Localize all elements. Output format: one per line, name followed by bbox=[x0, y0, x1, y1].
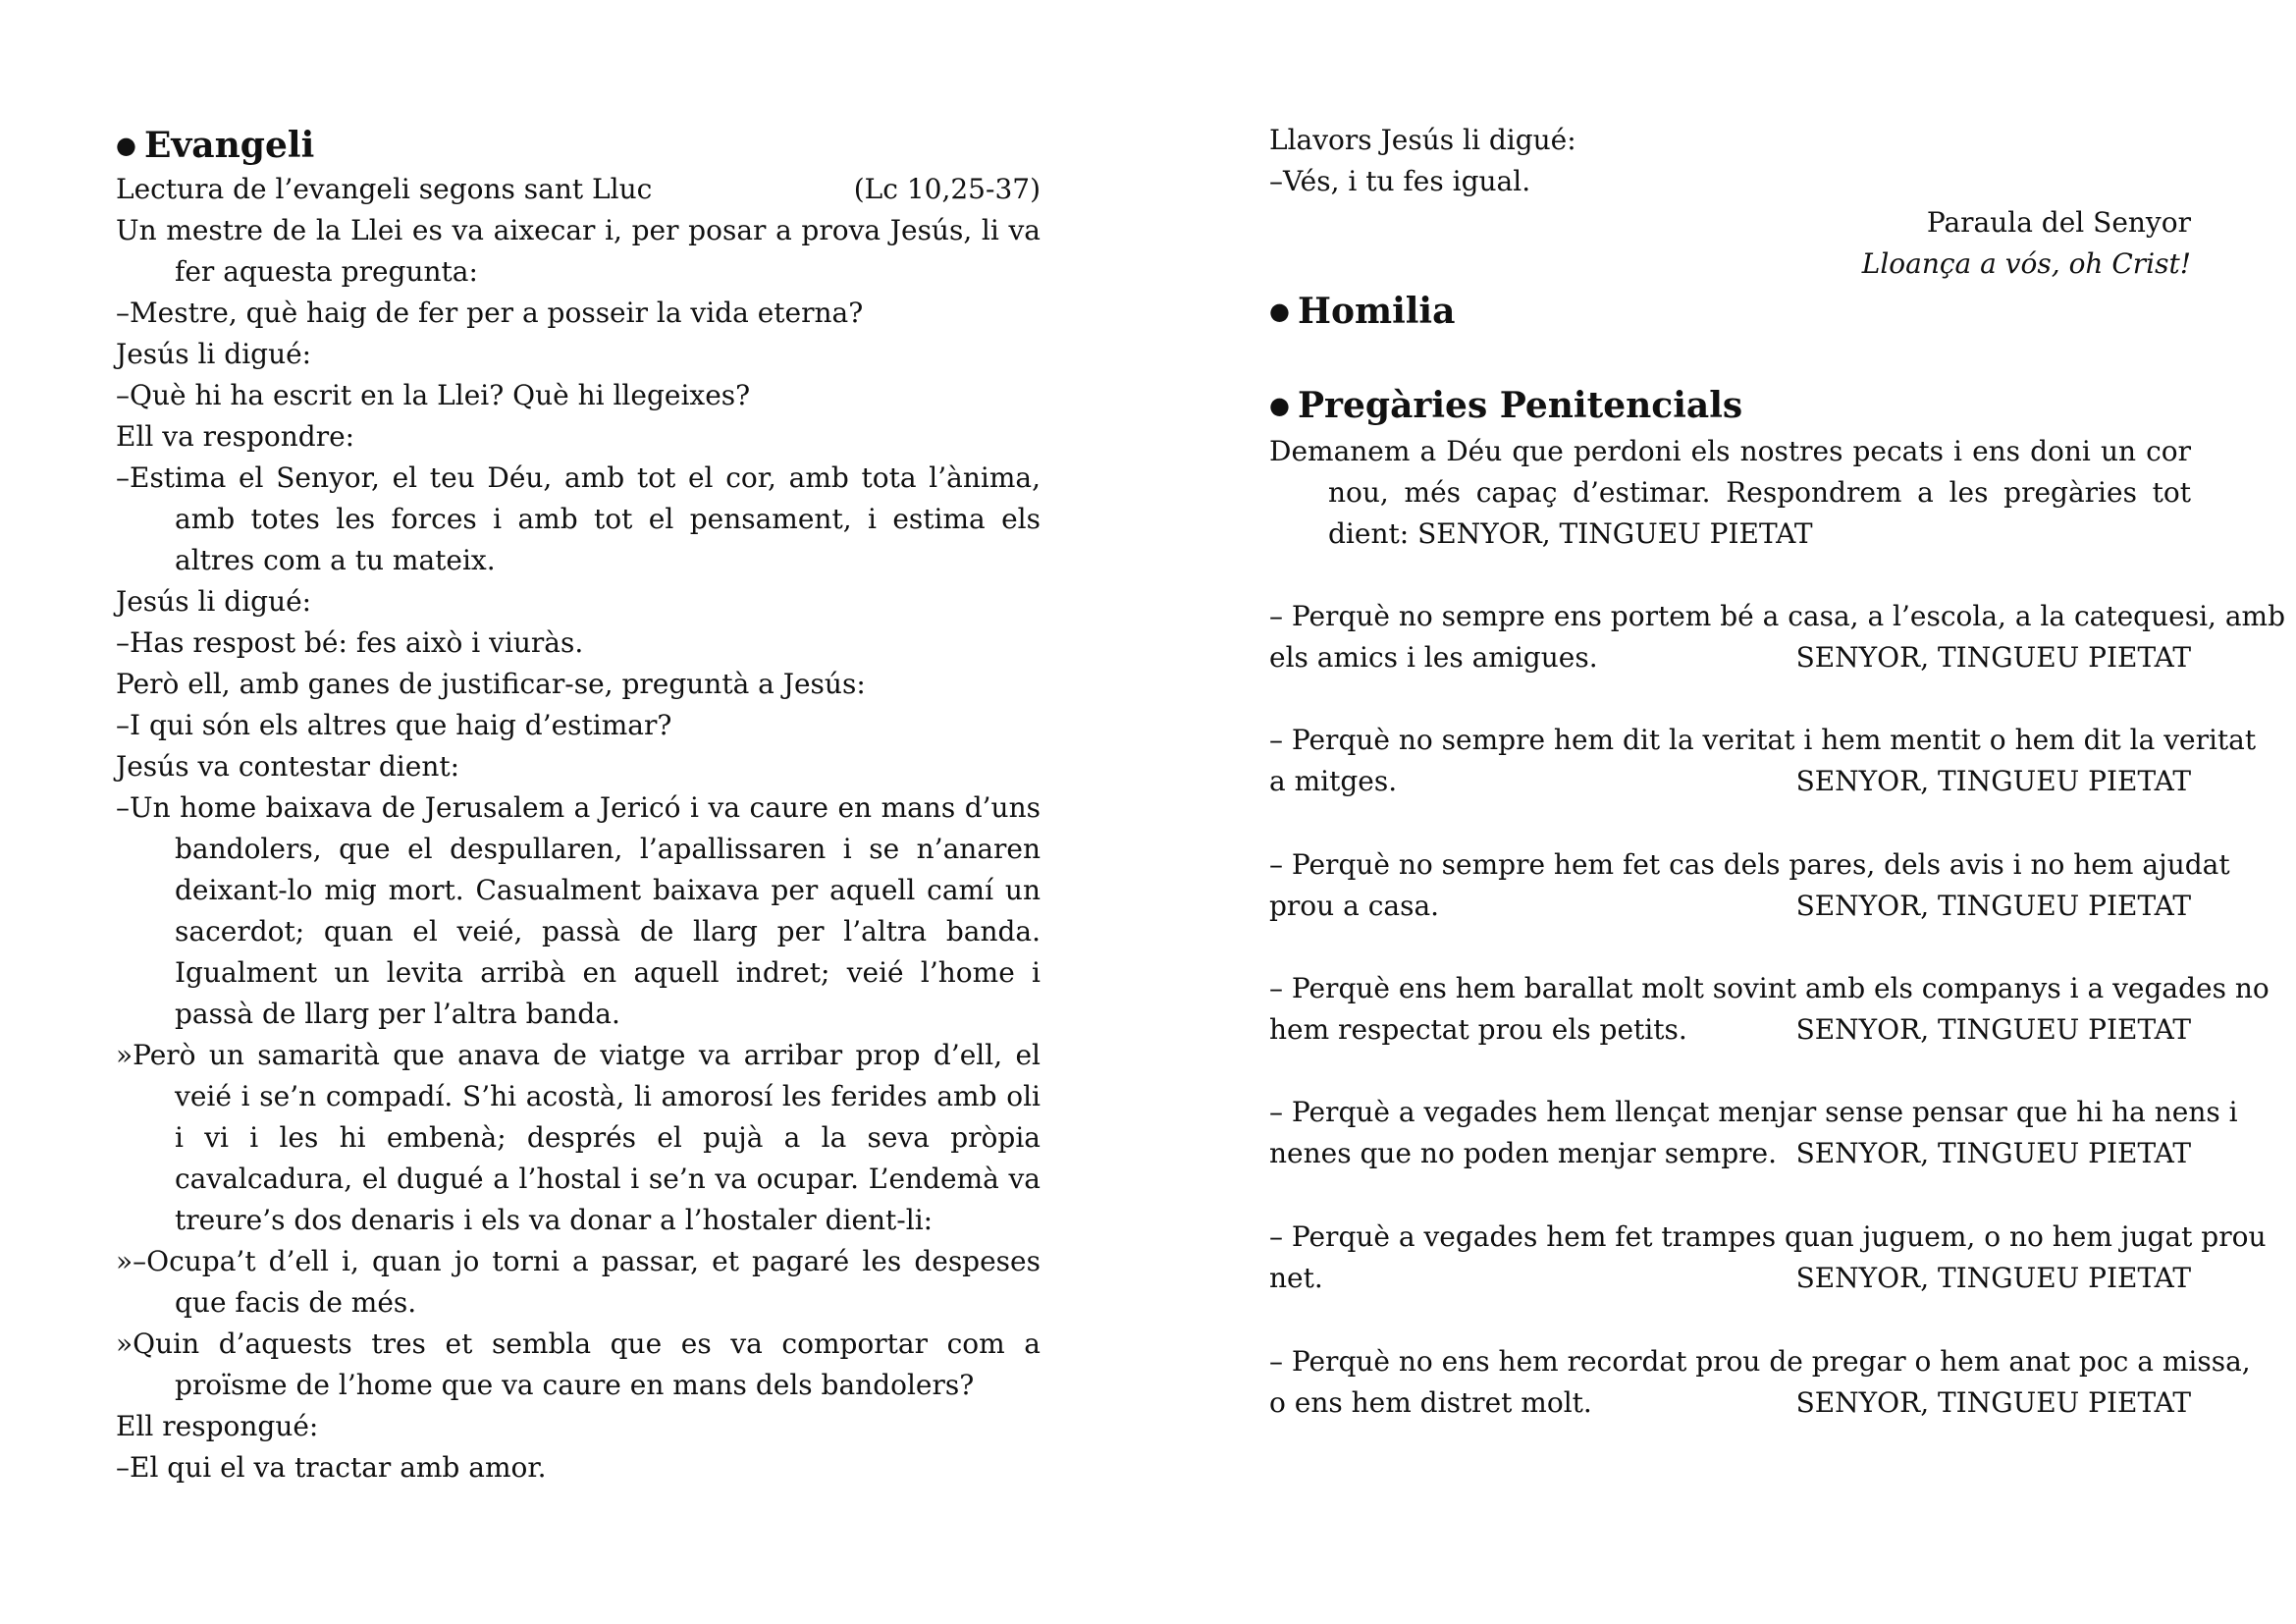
petition-line: nenes que no poden menjar sempre. bbox=[1269, 1137, 1777, 1169]
paragraph: Ell va respondre: bbox=[116, 420, 355, 453]
lectura-title: Lectura de l’evangeli segons sant Lluc bbox=[116, 173, 653, 205]
left-page bbox=[116, 0, 1041, 1624]
paragraph: –Què hi ha escrit en la Llei? Què hi llegeixes? bbox=[116, 379, 751, 411]
bullet-icon: ● bbox=[1269, 391, 1290, 419]
petition-line: – Perquè no sempre hem fet cas dels pares, dels avis i no hem ajudat bbox=[1269, 848, 2230, 881]
petition-row bbox=[1269, 637, 2191, 678]
paragraph: –Un home baixava de Jerusalem a Jericó i va caure en mans d’uns bandolers, que el despullaren, l’apallissaren i se n’anaren deixant-lo mig mort. Casualment baixava per aquell camí un sacerdot; quan el veié, passà de llarg per l’altra banda. Igualment un levita arribà en aquell indret; veié l’home i passà de llarg per l’altra banda. bbox=[116, 791, 1041, 1030]
petition-row bbox=[1269, 1382, 2191, 1424]
lectura-line bbox=[116, 169, 1041, 210]
closing-acclamation: Paraula del Senyor bbox=[1926, 206, 2191, 239]
gospel-reference: (Lc 10,25-37) bbox=[853, 173, 1041, 205]
petition-line: o ens hem distret molt. bbox=[1269, 1386, 1592, 1419]
petition-item bbox=[1269, 968, 2269, 1051]
bullet-icon: ● bbox=[1269, 297, 1290, 325]
heading-text: Pregàries Penitencials bbox=[1297, 385, 1743, 426]
petition-line: – Perquè a vegades hem llençat menjar sense pensar que hi ha nens i bbox=[1269, 1096, 2238, 1128]
petition-line: a mitges. bbox=[1269, 765, 1398, 797]
heading-text: Evangeli bbox=[143, 125, 315, 166]
paragraph: »Però un samarità que anava de viatge va arribar prop d’ell, el veié i se’n compadí. S’hi acostà, li amorosí les ferides amb oli i vi i les hi embenà; després el pujà a la seva pròpia cavalcadura, el dugué a l’hostal i se’n va ocupar. L’endemà va treure’s dos denaris i els va donar a l’hostaler dient-li: bbox=[116, 1039, 1041, 1236]
petition-row bbox=[1269, 761, 2191, 802]
petition-response: SENYOR, TINGUEU PIETAT bbox=[1795, 641, 2191, 674]
heading-text: Homilia bbox=[1297, 291, 1456, 332]
petition-line: – Perquè a vegades hem fet trampes quan juguem, o no hem jugat prou bbox=[1269, 1220, 2267, 1253]
paragraph: Jesús li digué: bbox=[116, 585, 312, 618]
gospel-ending bbox=[1269, 120, 2191, 285]
paragraph: Jesús li digué: bbox=[116, 338, 312, 370]
petition-line: – Perquè ens hem barallat molt sovint amb els companys i a vegades no bbox=[1269, 972, 2269, 1004]
bullet-icon: ● bbox=[116, 131, 136, 159]
paragraph: Però ell, amb ganes de justificar-se, preguntà a Jesús: bbox=[116, 668, 866, 700]
right-page bbox=[1269, 0, 2286, 1624]
section-heading-homilia bbox=[1269, 291, 1456, 332]
petition-item bbox=[1269, 1341, 2251, 1424]
petition-response: SENYOR, TINGUEU PIETAT bbox=[1795, 765, 2191, 797]
paragraph: »–Ocupa’t d’ell i, quan jo torni a passar, et pagaré les despeses que facis de més. bbox=[116, 1245, 1041, 1319]
intro-line: Llavors Jesús li digué: bbox=[1269, 124, 1576, 156]
petition-line: – Perquè no sempre ens portem bé a casa, a l’escola, a la catequesi, amb bbox=[1269, 600, 2286, 632]
petition-item bbox=[1269, 596, 2286, 678]
paragraph: –Mestre, què haig de fer per a posseir la vida eterna? bbox=[116, 297, 864, 329]
petition-item bbox=[1269, 1217, 2267, 1299]
paragraph: –Has respost bé: fes això i viuràs. bbox=[116, 626, 584, 659]
section-heading-pregaries bbox=[1269, 385, 1743, 426]
petition-line: els amics i les amigues. bbox=[1269, 641, 1598, 674]
closing-response: Lloança a vós, oh Crist! bbox=[1861, 247, 2191, 280]
gospel-text bbox=[116, 169, 1041, 1489]
paragraph: –El qui el va tractar amb amor. bbox=[116, 1451, 547, 1484]
petition-response: SENYOR, TINGUEU PIETAT bbox=[1795, 890, 2191, 922]
petition-item bbox=[1269, 1092, 2238, 1174]
paragraph: –Estima el Senyor, el teu Déu, amb tot el cor, amb tota l’ànima, amb totes les forces i amb tot el pensament, i estima els altres com a tu mateix. bbox=[116, 461, 1041, 576]
paragraph: Un mestre de la Llei es va aixecar i, per posar a prova Jesús, li va fer aquesta pregunta: bbox=[116, 214, 1041, 288]
petition-row bbox=[1269, 886, 2191, 927]
paragraph: Ell respongué: bbox=[116, 1410, 319, 1442]
intro-line: –Vés, i tu fes igual. bbox=[1269, 165, 1531, 197]
pregaries-intro: Demanem a Déu que perdoni els nostres pecats i ens doni un cor nou, més capaç d’estimar. Respondrem a les pregàries tot dient: SENYOR, TINGUEU PIETAT bbox=[1269, 435, 2191, 550]
petition-response: SENYOR, TINGUEU PIETAT bbox=[1795, 1137, 2191, 1169]
petition-row bbox=[1269, 1258, 2191, 1299]
paragraph: »Quin d’aquests tres et sembla que es va comportar com a proïsme de l’home que va caure en mans dels bandolers? bbox=[116, 1327, 1041, 1401]
petition-line: – Perquè no sempre hem dit la veritat i hem mentit o hem dit la veritat bbox=[1269, 724, 2257, 756]
paragraph: –I qui són els altres que haig d’estimar? bbox=[116, 709, 672, 741]
petition-line: net. bbox=[1269, 1262, 1323, 1294]
paragraph: Jesús va contestar dient: bbox=[116, 750, 460, 783]
petition-response: SENYOR, TINGUEU PIETAT bbox=[1795, 1262, 2191, 1294]
petition-response: SENYOR, TINGUEU PIETAT bbox=[1795, 1386, 2191, 1419]
petition-line: prou a casa. bbox=[1269, 890, 1440, 922]
petition-line: – Perquè no ens hem recordat prou de pregar o hem anat poc a missa, bbox=[1269, 1345, 2251, 1378]
petition-item bbox=[1269, 720, 2257, 802]
petition-row bbox=[1269, 1009, 2191, 1051]
petition-row bbox=[1269, 1133, 2191, 1174]
petition-line: hem respectat prou els petits. bbox=[1269, 1013, 1687, 1046]
petition-item bbox=[1269, 844, 2230, 927]
petition-response: SENYOR, TINGUEU PIETAT bbox=[1795, 1013, 2191, 1046]
section-heading-evangeli bbox=[116, 125, 315, 166]
